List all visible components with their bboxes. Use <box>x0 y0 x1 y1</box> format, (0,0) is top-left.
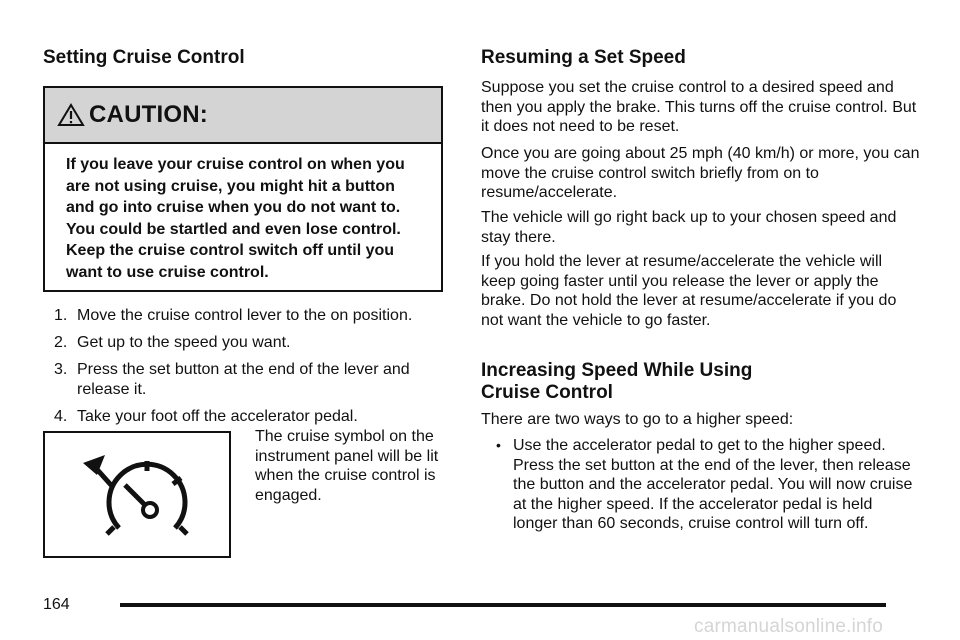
paragraph: Once you are going about 25 mph (40 km/h) or more, you can move the cruise control switch briefly from on to resume/accelerate. <box>481 145 920 202</box>
cruise-control-speedometer-icon <box>45 433 229 556</box>
caution-header <box>45 88 441 144</box>
warning-triangle-icon <box>57 101 85 129</box>
page-number: 164 <box>43 596 70 613</box>
section-heading-increasing-line2: Cruise Control <box>481 382 613 403</box>
list-item: 3. Press the set button at the end of the lever and release it. <box>54 361 410 398</box>
paragraph: The vehicle will go right back up to your chosen speed and stay there. <box>481 209 897 246</box>
steps-list <box>43 306 447 434</box>
footer-rule <box>120 603 886 607</box>
bullet-icon: • <box>496 437 501 453</box>
paragraph: Suppose you set the cruise control to a desired speed and then you apply the brake. This turns off the cruise control. But it does not need to be reset. <box>481 79 917 136</box>
bullet-text: Use the accelerator pedal to get to the higher speed. Press the set button at the end of the lever, then release the button and the accelerator pedal. You will now cruise at the higher speed. If the accelerator pedal is held longer than 60 seconds, cruise control will turn off. <box>513 437 913 533</box>
caution-box <box>43 86 443 292</box>
section-heading-increasing-line1: Increasing Speed While Using <box>481 360 753 381</box>
paragraph: If you hold the lever at resume/accelerate the vehicle will keep going faster until you release the lever or apply the brake. Do not hold the lever at resume/accelerate if you do not want the vehicle to go faster. <box>481 253 897 329</box>
caution-text: If you leave your cruise control on when you are not using cruise, you might hit a button and go into cruise when you do not want to. You could be startled and even lose control. Keep the cruise control switch off until you want to use cruise control. <box>66 156 405 281</box>
paragraph: There are two ways to go to a higher speed: <box>481 411 794 428</box>
cruise-symbol-figure <box>43 431 231 558</box>
caution-title: CAUTION: <box>89 101 208 128</box>
watermark: carmanualsonline.info <box>694 616 884 637</box>
section-heading-setting-cruise: Setting Cruise Control <box>43 47 245 68</box>
cruise-symbol-caption: The cruise symbol on the instrument panel will be lit when the cruise control is engaged. <box>255 428 439 504</box>
list-item: 4. Take your foot off the accelerator pedal. <box>54 407 358 425</box>
section-heading-resuming: Resuming a Set Speed <box>481 47 686 68</box>
list-item: 2. Get up to the speed you want. <box>54 334 291 351</box>
list-item: 1. Move the cruise control lever to the on position. <box>54 307 413 324</box>
